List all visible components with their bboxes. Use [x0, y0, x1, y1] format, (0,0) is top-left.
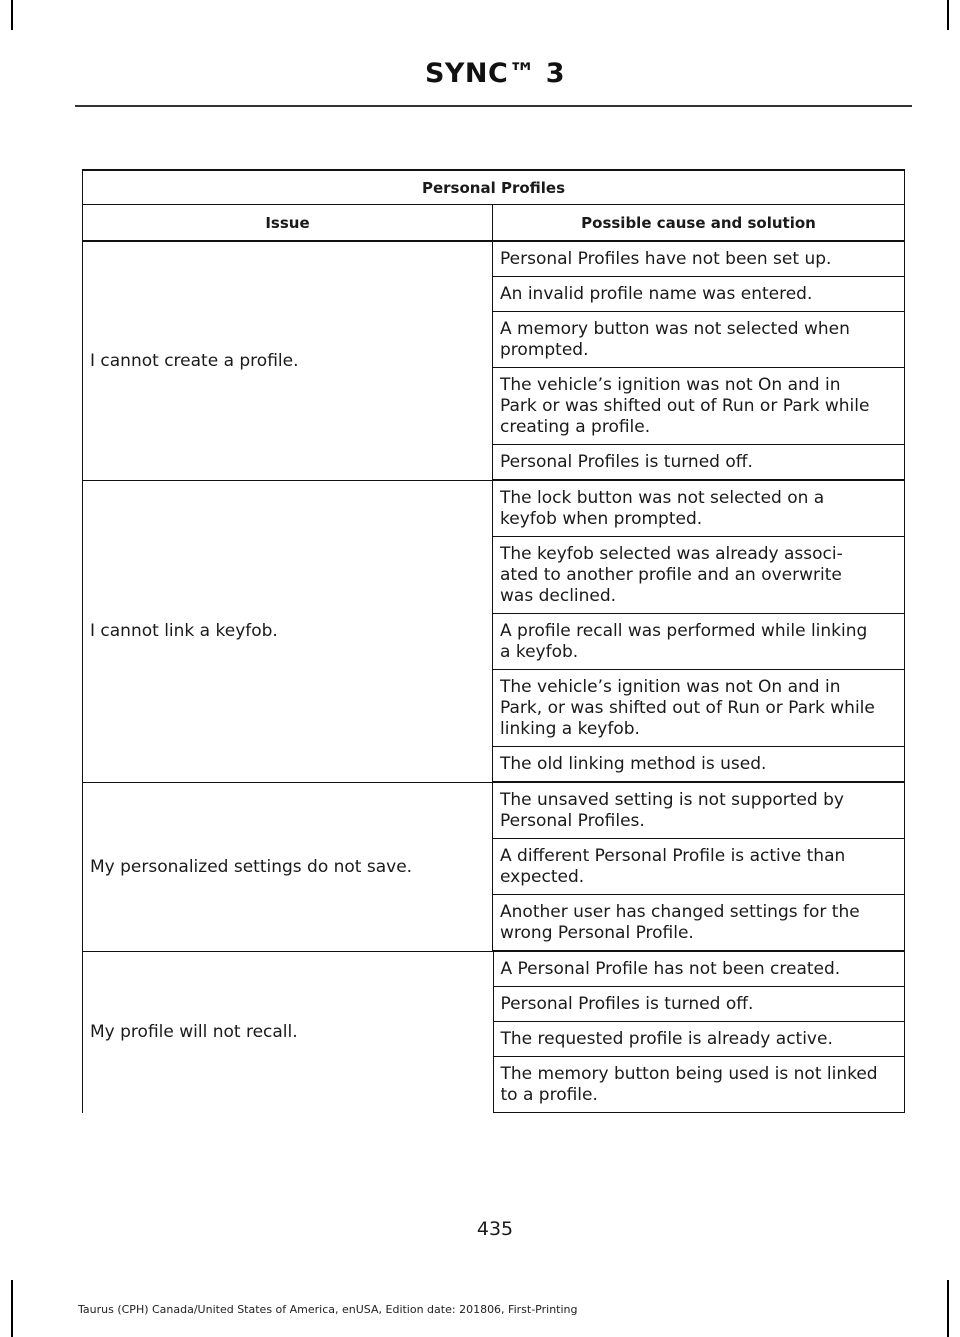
causes-column: [493, 952, 906, 1113]
cause-cell: The vehicle’s ignition was not On and in Park, or was shifted out of Run or Park while linking a keyfob.: [493, 670, 904, 747]
cause-cell: The requested profile is already active.: [494, 1022, 905, 1057]
issue-cell: I cannot link a keyfob.: [90, 621, 278, 641]
cause-cell: A Personal Profile has not been created.: [494, 952, 905, 987]
crop-mark: [11, 0, 13, 30]
column-header-issue: Issue: [265, 213, 310, 232]
cause-cell: Personal Profiles have not been set up.: [493, 242, 904, 277]
table-row-group: [82, 952, 905, 1113]
issue-cell: My profile will not recall.: [90, 1022, 298, 1042]
page-number: 435: [476, 1218, 514, 1240]
cause-cell: Another user has changed settings for the wrong Personal Profile.: [493, 895, 904, 951]
personal-profiles-table: [82, 169, 905, 1113]
table-row-group: [82, 481, 905, 783]
cause-cell: Personal Profiles is turned off.: [493, 445, 904, 480]
causes-column: [492, 783, 904, 951]
column-header-cause: Possible cause and solution: [492, 205, 904, 240]
cause-cell: The memory button being used is not linked to a profile.: [494, 1057, 905, 1113]
cause-cell: The unsaved setting is not supported by Personal Profiles.: [493, 783, 904, 839]
issue-cell: I cannot create a profile.: [90, 350, 299, 371]
cause-cell: A memory button was not selected when prompted.: [493, 312, 904, 368]
crop-mark: [947, 0, 949, 30]
cause-cell: A profile recall was performed while linking a keyfob.: [493, 614, 904, 670]
page-title: SYNC™ 3: [424, 58, 566, 89]
cause-cell: The vehicle’s ignition was not On and in Park or was shifted out of Run or Park while creating a profile.: [493, 368, 904, 445]
edition-footer: Taurus (CPH) Canada/United States of America, enUSA, Edition date: 201806, First-Printing: [78, 1303, 578, 1316]
cause-cell: The old linking method is used.: [493, 747, 904, 782]
cause-cell: An invalid profile name was entered.: [493, 277, 904, 312]
header-divider: [75, 105, 912, 107]
causes-column: [492, 481, 904, 782]
cause-cell: The keyfob selected was already associ- ated to another profile and an overwrite was declined.: [493, 537, 904, 614]
cause-cell: A different Personal Profile is active than expected.: [493, 839, 904, 895]
crop-mark: [11, 1280, 13, 1337]
table-row-group: [82, 242, 905, 481]
table-caption: Personal Profiles: [82, 169, 905, 205]
table-row-group: [82, 783, 905, 952]
cause-cell: The lock button was not selected on a keyfob when prompted.: [493, 481, 904, 537]
table-header-row: [82, 205, 905, 242]
crop-mark: [947, 1280, 949, 1337]
table-body: [82, 242, 905, 1113]
cause-cell: Personal Profiles is turned off.: [494, 987, 905, 1022]
issue-cell: My personalized settings do not save.: [90, 856, 413, 877]
causes-column: [492, 242, 904, 480]
